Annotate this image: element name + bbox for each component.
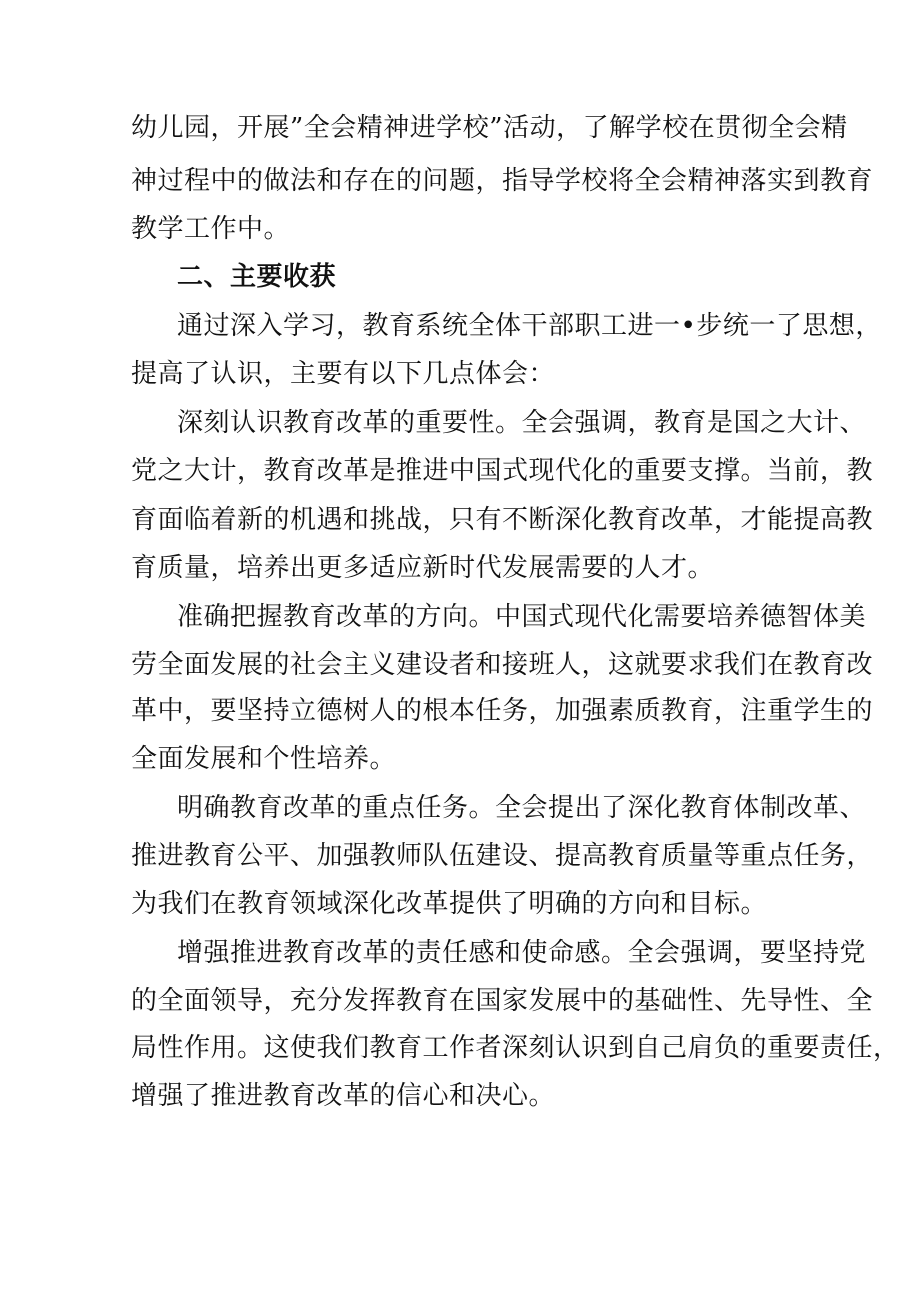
paragraph-line: 党之大计，教育改革是推进中国式现代化的重要支撑。当前，教 [131,456,874,486]
paragraph-line: 劳全面发展的社会主义建设者和接班人，这就要求我们在教育改 [131,650,874,680]
paragraph-line: 明确教育改革的重点任务。全会提出了深化教育体制改革、 [177,793,867,823]
intro-line: 神过程中的做法和存在的问题，指导学校将全会精神落实到教育 [131,166,874,196]
paragraph-line: 准确把握教育改革的方向。中国式现代化需要培养德智体美 [177,602,867,632]
paragraph-line: 的全面领导，充分发挥教育在国家发展中的基础性、先导性、全 [131,986,874,1016]
paragraph-line: 局性作用。这使我们教育工作者深刻认识到自己肩负的重要责任， [131,1033,900,1063]
paragraph-line: 全面发展和个性培养。 [131,744,397,774]
paragraph-line: 育质量，培养出更多适应新时代发展需要的人才。 [131,553,715,583]
paragraph-line: 增强推进教育改革的责任感和使命感。全会强调，要坚持党 [177,938,867,968]
paragraph-line: 革中，要坚持立德树人的根本任务，加强素质教育，注重学生的 [131,696,874,726]
section-heading: 二、主要收获 [177,262,337,292]
intro-line: 教学工作中。 [131,214,291,244]
paragraph-line: 育面临着新的机遇和挑战，只有不断深化教育改革，才能提高教 [131,505,874,535]
paragraph-line: 推进教育公平、加强教师队伍建设、提高教育质量等重点任务， [131,841,874,871]
paragraph-line: 深刻认识教育改革的重要性。全会强调，教育是国之大计、 [177,408,867,438]
intro-line: 幼儿园，开展”全会精神进学校”活动，了解学校在贯彻全会精 [131,113,848,143]
paragraph-line: 通过深入学习，教育系统全体干部职工进一•步统一了思想， [177,311,882,341]
paragraph-line: 增强了推进教育改革的信心和决心。 [131,1081,556,1111]
paragraph-line: 为我们在教育领域深化改革提供了明确的方向和目标。 [131,889,768,919]
paragraph-line: 提高了认识，主要有以下几点体会： [131,359,556,389]
